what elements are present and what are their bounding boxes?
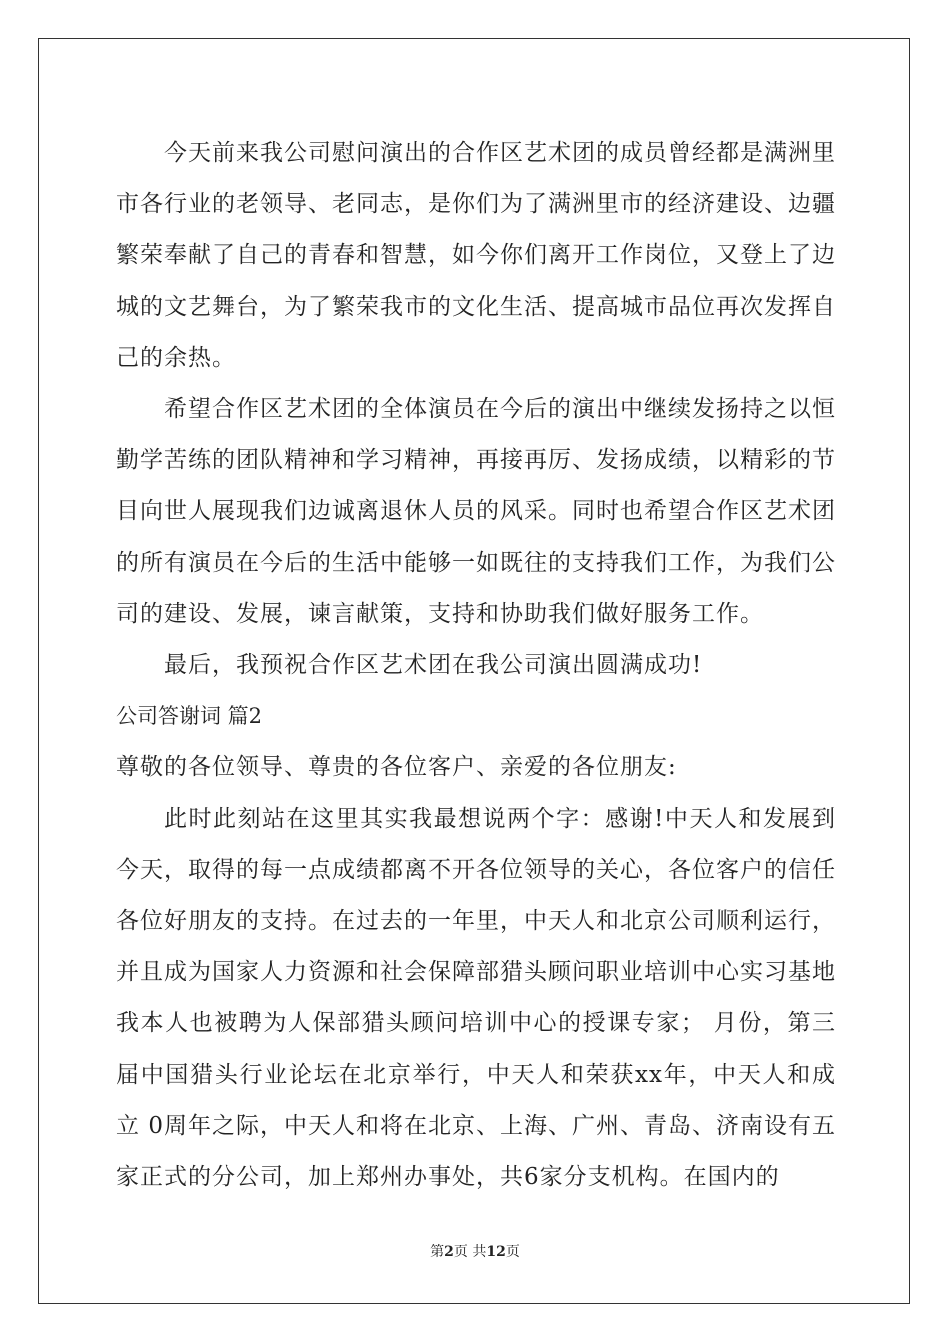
page-footer	[0, 1241, 950, 1261]
paragraph-1: 今天前来我公司慰问演出的合作区艺术团的成员曾经都是满洲里市各行业的老领导、老同志，是你们为了满洲里市的经济建设、边疆繁荣奉献了自己的青春和智慧，如今你们离开工作岗位，又登上了边城的文艺舞台，为了繁荣我市的文化生活、提高城市品位再次发挥自己的余热。	[116, 140, 836, 371]
footer-prefix: 第	[430, 1244, 445, 1260]
footer-middle: 页 共	[453, 1244, 487, 1260]
document-body	[116, 128, 836, 1203]
salutation: 尊敬的各位领导、尊贵的各位客户、亲爱的各位朋友:	[116, 754, 677, 781]
total-pages-number: 12	[486, 1244, 506, 1260]
footer-suffix: 页	[505, 1244, 520, 1260]
body-paragraph: 此时此刻站在这里其实我最想说两个字：感谢!中天人和发展到今天，取得的每一点成绩都离不开各位领导的关心，各位客户的信任各位好朋友的支持。在过去的一年里，中天人和北京公司顺利运行，并且成为国家人力资源和社会保障部猎头顾问职业培训中心实习基地我本人也被聘为人保部猎头顾问培训中心的授课专家； 月份，第三届中国猎头行业论坛在北京举行，中天人和荣获xx年，中天人和成立 0周年之际，中天人和将在北京、上海、广州、青岛、济南设有五家正式的分公司，加上郑州办事处，共6家分支机构。在国内的	[116, 805, 836, 1191]
section-heading: 公司答谢词 篇2	[116, 704, 263, 729]
paragraph-3: 最后，我预祝合作区艺术团在我公司演出圆满成功!	[164, 652, 703, 679]
current-page-number: 2	[444, 1244, 454, 1260]
paragraph-2: 希望合作区艺术团的全体演员在今后的演出中继续发扬持之以恒勤学苦练的团队精神和学习精神，再接再厉、发扬成绩，以精彩的节目向世人展现我们边诚离退休人员的风采。同时也希望合作区艺术团的所有演员在今后的生活中能够一如既往的支持我们工作，为我们公司的建设、发展，谏言献策，支持和协助我们做好服务工作。	[116, 396, 836, 627]
